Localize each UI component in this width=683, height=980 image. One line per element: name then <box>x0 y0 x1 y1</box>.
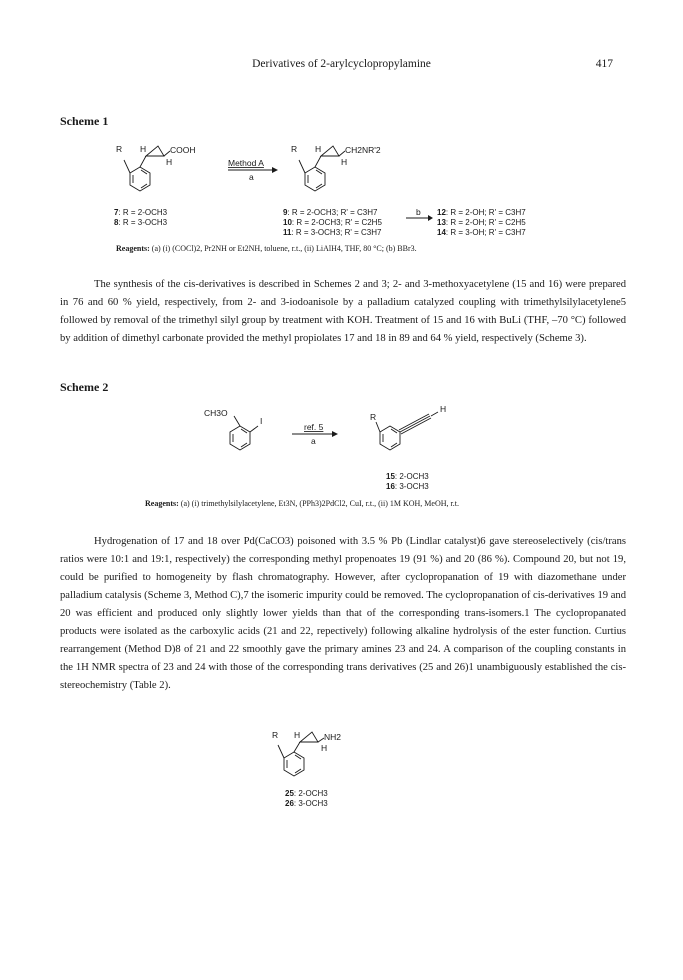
s1-prod-H2: H <box>341 157 348 167</box>
s3-compound-list: 25: 2-OCH3 26: 3-OCH3 <box>285 789 328 808</box>
s3-H1: H <box>294 730 301 740</box>
scheme-1-structures <box>100 138 520 204</box>
s1-arrow-a-bottom: a <box>249 172 254 182</box>
page-number: 417 <box>595 58 613 70</box>
scheme-2-heading: Scheme 2 <box>60 380 109 394</box>
s1-arrow-a-top: Method A <box>228 158 264 168</box>
s1-prod-H1: H <box>315 144 322 154</box>
scheme-1-heading: Scheme 1 <box>60 114 109 128</box>
s1-start-H1: H <box>140 144 147 154</box>
s1-compound-list-left: 7: R = 2-OCH3 8: R = 3-OCH3 <box>114 208 168 227</box>
s2-start-CH3O: CH3O <box>204 408 228 418</box>
scheme-1-reagents: Reagents: (a) (i) (COCl)2, Pr2NH or Et2NH, toluene, r.t., (ii) LiAlH4, THF, 80 °C; (b) BBr3. <box>116 244 417 253</box>
s2-start-I: I <box>260 416 263 426</box>
s1-prod-CH2NR2: CH2NR'2 <box>345 145 381 155</box>
scheme-1-product-structure <box>299 146 348 191</box>
s1-start-R: R <box>116 144 123 154</box>
paragraph-1: The synthesis of the cis-derivatives is described in Schemes 2 and 3; 2- and 3-methoxyacetylene (15 and 16) were prepared in 76 and 60 % yield, respectively, from 2- and 3-iodoanisole by a palladium catalyzed coupling with trimethylsilylacetylene5 followed by removal of the trimethyl silyl group by treatment with KOH. Treatment of 15 and 16 with BuLi (THF, –70 °C) followed by addition of dimethyl carbonate provided the methyl propiolates 17 and 18 in 89 and 64 % yield, respectively (Scheme 3). <box>60 279 626 344</box>
s2-arrow-bottom: a <box>311 436 316 446</box>
compound-25-26-structure <box>264 728 394 788</box>
s3-R: R <box>272 730 279 740</box>
s1-compound-list-mid: 9: R = 2-OCH3; R' = C3H7 10: R = 2-OCH3; R' = C2H5 11: R = 3-OCH3; R' = C3H7 <box>283 208 382 237</box>
s3-H2: H <box>321 743 328 753</box>
s1-compound-list-right: 12: R = 2-OH; R' = C3H7 13: R = 2-OH; R' = C2H5 14: R = 3-OH; R' = C3H7 <box>437 208 526 237</box>
scheme-2-structures <box>200 402 480 472</box>
s1-arrow-b-label: b <box>416 207 421 217</box>
scheme-2-reagents: Reagents: (a) (i) trimethylsilylacetylene, Et3N, (PPh3)2PdCl2, CuI, r.t., (ii) 1M KOH, MeOH, r.t. <box>145 499 459 508</box>
s1-start-H2: H <box>166 157 173 167</box>
s3-NH2: NH2 <box>324 732 342 742</box>
s2-prod-R: R <box>370 412 377 422</box>
s2-compound-list: 15: 2-OCH3 16: 3-OCH3 <box>386 472 429 491</box>
paragraph-2: Hydrogenation of 17 and 18 over Pd(CaCO3) poisoned with 3.5 % Pb (Lindlar catalyst)6 gave stereoselectively (cis/trans ratios were 10:1 and 19:1, respectively) the corresponding methyl propenoates 19 (91 %) and 20 (86 %). Compound 20, but not 19, could be purified to homogeneity by flash chromatography. However, after cyclopropanation of 19 with diazomethane under palladium catalysis (Scheme 3, Method C),7 the isomeric impurity could be removed. The cyclopropanation of cis-derivatives 19 and 20 was efficient and produced only slightly lower yields than that of the corresponding trans-isomers.1 The cyclopropanated products were isolated as the carboxylic acids (21 and 22, repectively) following alkaline hydrolysis of the ester function. Curtius rearrangement (Method D)8 of 21 and 22 smoothly gave the primary amines 23 and 24. A comparison of the coupling constants in the 1H NMR spectra of 23 and 24 with those of the corresponding trans derivatives (25 and 26)1 unambiguously established the cis-stereochemistry (Table 2). <box>60 536 626 691</box>
s1-arrow-b <box>404 206 434 224</box>
running-title: Derivatives of 2-arylcyclopropylamine <box>252 58 431 70</box>
s2-arrow-top: ref. 5 <box>304 422 324 432</box>
s1-start-COOH: COOH <box>170 145 196 155</box>
s2-prod-H: H <box>440 404 447 414</box>
scheme-2-product-structure <box>376 412 438 450</box>
scheme-2-start-structure <box>230 416 258 450</box>
s1-prod-R: R <box>291 144 298 154</box>
scheme-1-start-structure <box>124 146 173 191</box>
